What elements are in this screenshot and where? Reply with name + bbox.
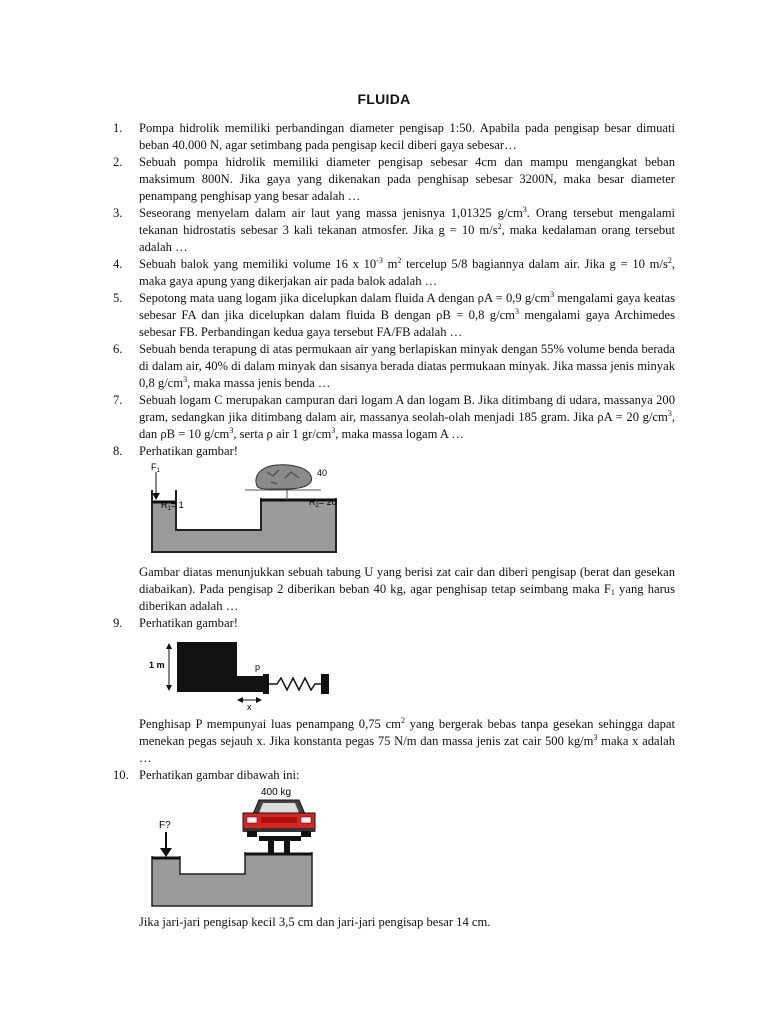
fluid-tank	[177, 642, 237, 692]
question-number: 5.	[113, 291, 123, 305]
height-arrow-bottom	[166, 685, 172, 691]
question-intro: Perhatikan gambar dibawah ini:	[139, 768, 300, 782]
question-text: Penghisap P mempunyai luas penampang 0,75 $cm^2$ yang bergerak bebas tanpa gesekan sehingga dapat menekan pegas sejauh x. Jika konstanta pegas 75 N/m dan massa jenis zat cair 500 $kg/m^3$ maka x adalah …	[139, 716, 675, 765]
car-headlight-left	[247, 817, 257, 823]
question-text: Sebuah pompa hidrolik memiliki diameter pengisap sebesar 4cm dan mampu mengangkat beban maksimum 800N. Jika gaya yang dikenakan pada penghisap sebesar 3200N, maka besar diameter penampang penghisap yang besar adalah …	[139, 155, 675, 203]
displacement-label: x	[247, 702, 252, 712]
lift-post-right	[284, 840, 290, 854]
question-number: 6.	[113, 342, 123, 356]
question-5	[113, 290, 675, 341]
force-label: $F_1$	[151, 462, 160, 474]
question-intro: Perhatikan gambar!	[139, 616, 238, 630]
piston-label: p	[255, 662, 261, 672]
question-text: Jika jari-jari pengisap kecil 3,5 cm dan jari-jari pengisap besar 14 cm.	[139, 915, 491, 929]
displacement-arrowhead-right	[256, 697, 262, 703]
car-headlight-right	[301, 817, 311, 823]
question-number: 9.	[113, 616, 123, 630]
question-number: 2.	[113, 155, 123, 169]
load-label: 400 kg	[261, 787, 292, 798]
question-text: Sebuah logam C merupakan campuran dari logam A dan logam B. Jika ditimbang di udara, massanya 200 gram, sedangkan jika ditimbang dalam air, massanya seolah-olah menjadi 185 gram. Jika ρA = 20 $g/cm^3$, dan ρB = 10 $g/cm^3$, serta ρ air 1 $gr/cm^3$, maka massa logam A …	[139, 393, 675, 441]
question-number: 7.	[113, 393, 123, 407]
question-6	[113, 341, 675, 392]
lift-platform	[259, 836, 301, 841]
question-number: 4.	[113, 257, 123, 271]
radius-2-label: $R_2= 20$	[309, 497, 337, 509]
question-number: 3.	[113, 206, 123, 220]
question-text: Sebuah benda terapung di atas permukaan air yang berlapiskan minyak dengan 55% volume benda berada di dalam air, 40% di dalam minyak dan sisanya berada diatas permukaan minyak. Jika massa jenis minyak 0,8 $g/cm^3$, maka massa jenis benda …	[139, 342, 675, 390]
fluid-bottom	[152, 874, 312, 906]
question-text: Gambar diatas menunjukkan sebuah tabung U yang berisi zat cair dan diberi pengisap (berat dan gesekan diabaikan). Pada pengisap 2 diberikan beban 40 kg, agar penghisap tetap seimbang maka $F_1$ yang harus diberikan adalah …	[139, 565, 675, 613]
question-text: Seseorang menyelam dalam air laut yang massa jenisnya 1,01325 $g/cm^3$. Orang tersebut mengalami tekanan hidrostatis sebesar 3 kali tekanan atmosfer. Jika g = 10 $m/s^2$, maka kedalaman orang tersebut adalah …	[139, 205, 676, 254]
question-list	[113, 120, 675, 931]
force-arrowhead	[160, 848, 172, 857]
radius-1-label: $R_1= 1$	[161, 500, 184, 512]
fluid-right-column	[261, 500, 336, 552]
fluid-right-column	[245, 854, 312, 878]
height-label: 1 m	[149, 660, 165, 670]
question-number: 8.	[113, 444, 123, 458]
question-text: Sepotong mata uang logam jika dicelupkan dalam fluida A dengan ρA = 0,9 $g/cm^3$ mengalami gaya keatas sebesar FA dan jika dicelupkan dalam fluida B dengan ρB = 0,8 $g/cm^3$ mengalami gaya Archimedes sebesar FB. Perbandingan kedua gaya tersebut FA/FB adalah …	[139, 290, 675, 339]
force-label: F?	[159, 820, 171, 831]
fluid-channel	[237, 676, 265, 692]
rock-load	[256, 465, 312, 489]
piston-p	[263, 674, 269, 694]
question-text: Pompa hidrolik memiliki perbandingan diameter pengisap 1:50. Apabila pada pengisap besar dimuati beban 40.000 N, agar setimbang pada pengisap kecil diberi gaya sebesar…	[139, 121, 675, 152]
question-number: 10.	[113, 768, 129, 782]
lift-post-left	[268, 840, 274, 854]
question-1	[113, 120, 675, 154]
mass-label: 40	[317, 468, 328, 478]
hydraulic-lift-figure	[149, 786, 349, 910]
fluid-left-column	[152, 858, 180, 878]
question-text: Sebuah balok yang memiliki volume 16 x $10^{-3}$ $m^2$ tercelup 5/8 bagiannya dalam air. Jika g = 10 $m/s^2$, maka gaya apung yang dikerjakan air pada balok adalah …	[139, 256, 676, 288]
car-grille	[261, 817, 297, 823]
question-7	[113, 392, 675, 443]
height-arrow-top	[166, 643, 172, 649]
page-title: FLUIDA	[357, 91, 411, 107]
u-tube-figure	[149, 462, 349, 560]
question-9	[113, 615, 675, 767]
question-4	[113, 256, 675, 290]
force-arrowhead	[152, 493, 160, 500]
displacement-arrowhead-left	[237, 697, 243, 703]
car-wheel-right	[301, 831, 311, 837]
question-number: 1.	[113, 121, 123, 135]
wall-stop	[321, 674, 329, 694]
question-8	[113, 443, 675, 615]
question-intro: Perhatikan gambar!	[139, 444, 238, 458]
question-2	[113, 154, 675, 205]
car-windshield	[259, 803, 299, 813]
car-wheel-left	[247, 831, 257, 837]
question-3	[113, 205, 675, 256]
spring	[269, 678, 321, 690]
question-10	[113, 767, 675, 931]
piston-spring-figure	[149, 634, 349, 712]
